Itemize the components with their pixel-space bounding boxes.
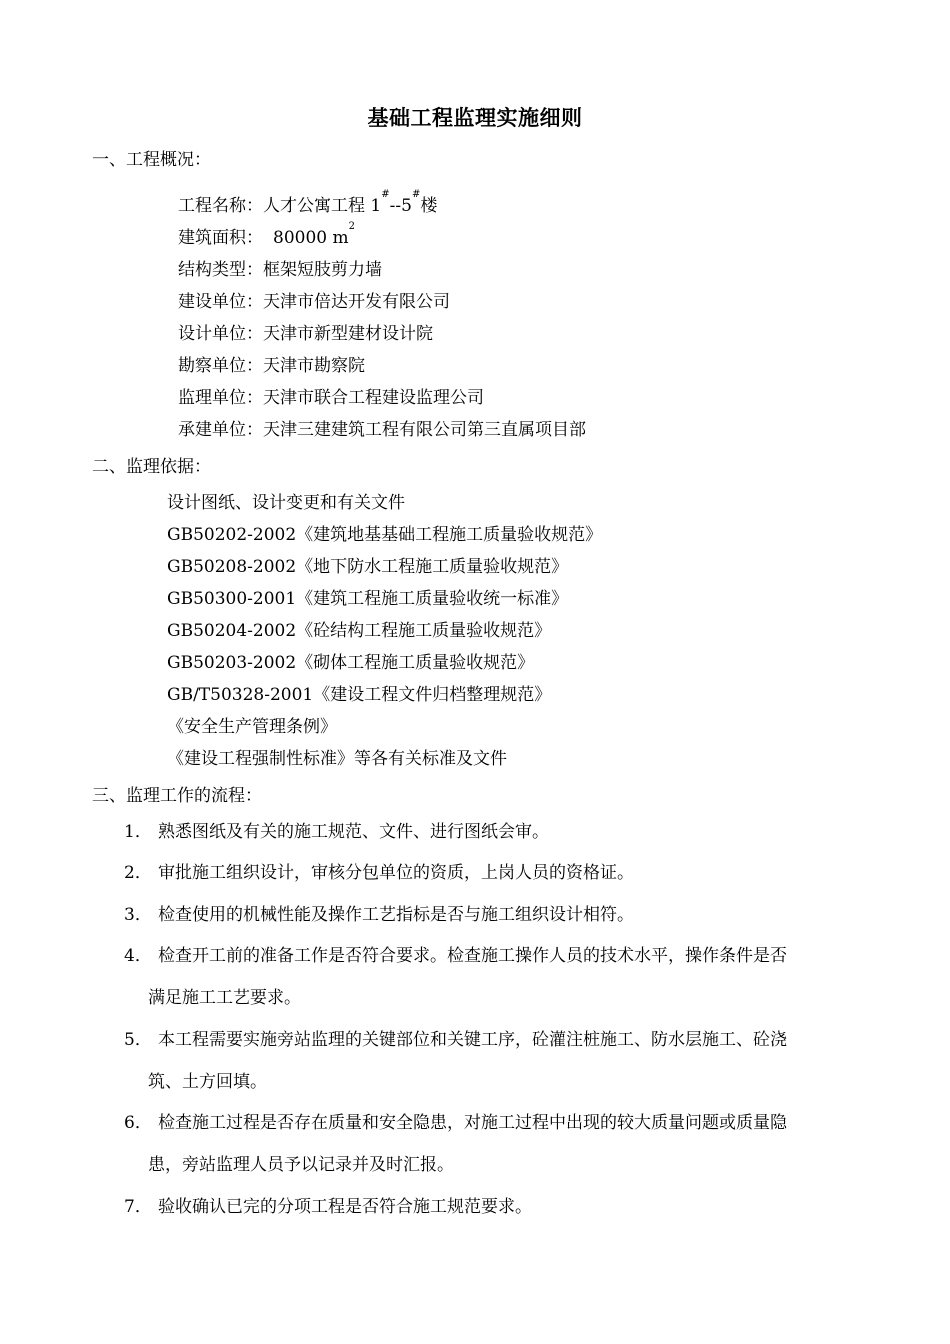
step-number: 2．	[124, 863, 152, 883]
step-number: 4．	[124, 946, 152, 966]
area-label: 建筑面积：	[178, 228, 263, 248]
step-text: 审批施工组织设计，审核分包单位的资质，上岗人员的资格证。	[158, 863, 634, 883]
step-number: 7．	[124, 1197, 152, 1217]
process-step	[124, 894, 864, 936]
project-name-sup1: #	[381, 189, 390, 200]
step-text: 本工程需要实施旁站监理的关键部位和关键工序，砼灌注桩施工、防水层施工、砼浇	[158, 1030, 787, 1050]
step-number: 5．	[124, 1030, 152, 1050]
area-value: 80000 m	[273, 228, 349, 248]
step-number: 3．	[124, 905, 152, 925]
overview-heading: 一、工程概况：	[92, 150, 211, 170]
area-line	[178, 223, 355, 248]
process-step	[124, 1102, 864, 1186]
process-step	[124, 852, 864, 894]
basis-item: 《安全生产管理条例》	[167, 717, 337, 737]
step-text: 检查使用的机械性能及操作工艺指标是否与施工组织设计相符。	[158, 905, 634, 925]
project-name-end: 楼	[420, 196, 438, 216]
overview-item: 设计单位：天津市新型建材设计院	[178, 324, 433, 344]
page-title: 基础工程监理实施细则	[367, 105, 583, 130]
project-name-sup2: #	[411, 189, 421, 200]
project-name-line	[178, 191, 437, 216]
project-name-label: 工程名称：	[178, 196, 263, 216]
process-step	[124, 811, 864, 853]
step-continuation: 患，旁站监理人员予以记录并及时汇报。	[148, 1155, 454, 1175]
basis-item: GB50204-2002《砼结构工程施工质量验收规范》	[167, 621, 552, 641]
overview-item: 承建单位：天津三建建筑工程有限公司第三直属项目部	[178, 420, 586, 440]
basis-item: 设计图纸、设计变更和有关文件	[167, 493, 405, 513]
step-number: 1．	[124, 822, 152, 842]
process-step	[124, 935, 864, 1019]
basis-item: GB50202-2002《建筑地基基础工程施工质量验收规范》	[167, 525, 603, 545]
process-heading: 三、监理工作的流程：	[92, 786, 262, 806]
project-name-mid: --5	[389, 196, 412, 216]
step-continuation: 满足施工工艺要求。	[148, 988, 301, 1008]
basis-item: GB50203-2002《砌体工程施工质量验收规范》	[167, 653, 535, 673]
step-number: 6．	[124, 1113, 152, 1133]
step-text: 检查开工前的准备工作是否符合要求。检查施工操作人员的技术水平，操作条件是否	[158, 946, 787, 966]
step-text: 检查施工过程是否存在质量和安全隐患，对施工过程中出现的较大质量问题或质量隐	[158, 1113, 787, 1133]
basis-item: GB/T50328-2001《建设工程文件归档整理规范》	[167, 685, 552, 705]
step-text: 验收确认已完的分项工程是否符合施工规范要求。	[158, 1197, 532, 1217]
basis-item: GB50208-2002《地下防水工程施工质量验收规范》	[167, 557, 569, 577]
overview-item: 勘察单位：天津市勘察院	[178, 356, 365, 376]
overview-item: 监理单位：天津市联合工程建设监理公司	[178, 388, 484, 408]
area-sup: 2	[348, 221, 355, 232]
project-name-a: 人才公寓工程 1	[263, 196, 382, 216]
step-continuation: 筑、土方回填。	[148, 1072, 267, 1092]
overview-item: 建设单位：天津市倍达开发有限公司	[178, 292, 450, 312]
overview-item: 结构类型：框架短肢剪力墙	[178, 260, 382, 280]
basis-heading: 二、监理依据：	[92, 457, 211, 477]
process-step	[124, 1186, 864, 1228]
step-text: 熟悉图纸及有关的施工规范、文件、进行图纸会审。	[158, 822, 549, 842]
basis-item: 《建设工程强制性标准》等各有关标准及文件	[167, 749, 507, 769]
process-step	[124, 1019, 864, 1103]
basis-item: GB50300-2001《建筑工程施工质量验收统一标准》	[167, 589, 569, 609]
